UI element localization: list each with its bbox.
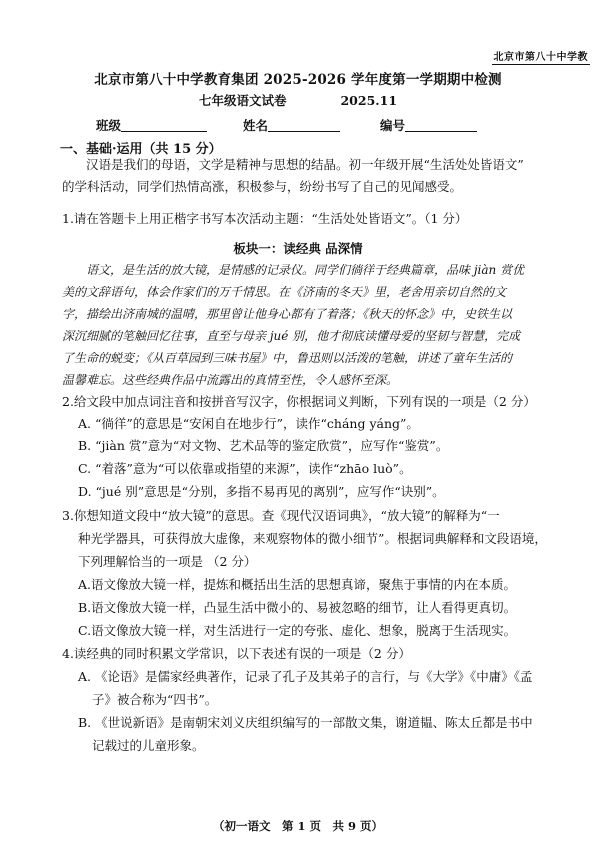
question-3-option: C.语文像放大镜一样，对生活进行一定的夸张、虚化、想象，脱离于生活现实。 <box>78 623 517 638</box>
exam-date: 2025.11 <box>340 93 398 108</box>
passage-line: 深沉细腻的笔触回忆往事，直至与母亲 jué 别，他才彻底读懂母爱的坚韧与智慧，完成 <box>62 329 521 343</box>
grade-subject: 七年级语文试卷 <box>198 93 287 108</box>
exam-subtitle <box>0 91 596 109</box>
question-4-option: B. 《世说新语》是南朝宋刘义庆组织编写的一部散文集，谢道韫、陈太丘都是书中 <box>78 715 533 730</box>
section-heading: 一、基础·运用（共 15 分） <box>60 142 222 157</box>
question-2-option: C. “着落”意为“可以依靠或指望的来源”，读作“zhāo luò”。 <box>78 461 412 476</box>
block-title: 板块一：读经典 品深情 <box>233 241 363 256</box>
number-label: 编号 <box>380 118 406 133</box>
question-3-option: A.语文像放大镜一样，提炼和概括出生活的思想真谛，聚焦于事情的内在本质。 <box>78 577 517 592</box>
reading-passage <box>62 259 546 391</box>
question-2-option: B. “jiàn 赏”意为“对文物、艺术品等的鉴定欣赏”，应写作“鉴赏”。 <box>78 438 449 453</box>
question-4-option: 记载过的儿童形象。 <box>92 738 205 753</box>
question-2-option: D. “jué 别”意思是“分别，多指不易再见的离别”，应写作“诀别”。 <box>78 484 445 499</box>
question-2-option: A. “徜徉”的意思是“安闲自在地步行”，读作“cháng yáng”。 <box>78 416 419 431</box>
section-intro <box>62 154 556 198</box>
question-3-stem: 下列理解恰当的一项是 （2 分） <box>78 554 257 569</box>
question-1: 1.请在答题卡上用正楷字书写本次活动主题：“生活处处皆语文”。（1 分） <box>62 211 468 226</box>
name-label: 姓名 <box>243 118 269 133</box>
passage-line: 字，描绘出济南城的温晴，那里曾让他身心都有了着落；《秋天的怀念》中，史铁生以 <box>62 307 513 321</box>
passage-line: 温馨难忘。这些经典作品中流露出的真情至性，令人感怀至深。 <box>62 373 399 387</box>
question-4-stem: 4.读经典的同时积累文学常识，以下表述有误的一项是（2 分） <box>62 646 411 661</box>
student-info-fields <box>96 116 477 134</box>
question-4-option: 子》被合称为“四书”。 <box>92 692 218 707</box>
passage-line: 美的文辞语句，体会作家们的万千情思。在《济南的冬天》里，老舍用亲切自然的文 <box>62 285 507 299</box>
passage-line: 了生命的蜕变；《从百草园到三味书屋》中，鲁迅则以活泼的笔触，讲述了童年生活的 <box>62 351 513 365</box>
question-3-stem: 种光学器具，可获得放大虚像，来观察物体的微小细节”。根据词典解释和文段语境， <box>78 531 547 546</box>
name-field[interactable] <box>268 119 340 132</box>
question-3-stem: 3.你想知道文段中“放大镜”的意思。查《现代汉语词典》，“放大镜”的解释为“一 <box>62 508 500 523</box>
school-stamp: 北京市第八十中学教 <box>492 48 591 65</box>
intro-line: 的学科活动，同学们热情高涨，积极参与，纷纷书写了自己的见闻感受。 <box>62 179 463 194</box>
intro-line: 汉语是我们的母语，文学是精神与思想的结晶。初一年级开展“生活处处皆语文” <box>86 157 524 172</box>
question-3-option: B.语文像放大镜一样，凸显生活中微小的、易被忽略的细节，让人看得更真切。 <box>78 600 517 615</box>
class-label: 班级 <box>96 118 122 133</box>
class-field[interactable] <box>121 119 207 132</box>
page-footer: （初一语文 第 1 页 共 9 页） <box>212 819 384 833</box>
passage-line: 语文，是生活的放大镜，是情感的记录仪。同学们徜徉于经典篇章，品味 jiàn 赏优 <box>86 263 525 277</box>
page-title: 北京市第八十中学教育集团 2025-2026 学年度第一学期期中检测 <box>94 72 502 88</box>
number-field[interactable] <box>405 119 477 132</box>
question-2-stem: 2.给文段中加点词注音和按拼音写汉字，你根据词义判断，下列有误的一项是（2 分） <box>62 394 536 409</box>
question-4-option: A. 《论语》是儒家经典著作，记录了孔子及其弟子的言行，与《大学》《中庸》《孟 <box>78 669 533 684</box>
